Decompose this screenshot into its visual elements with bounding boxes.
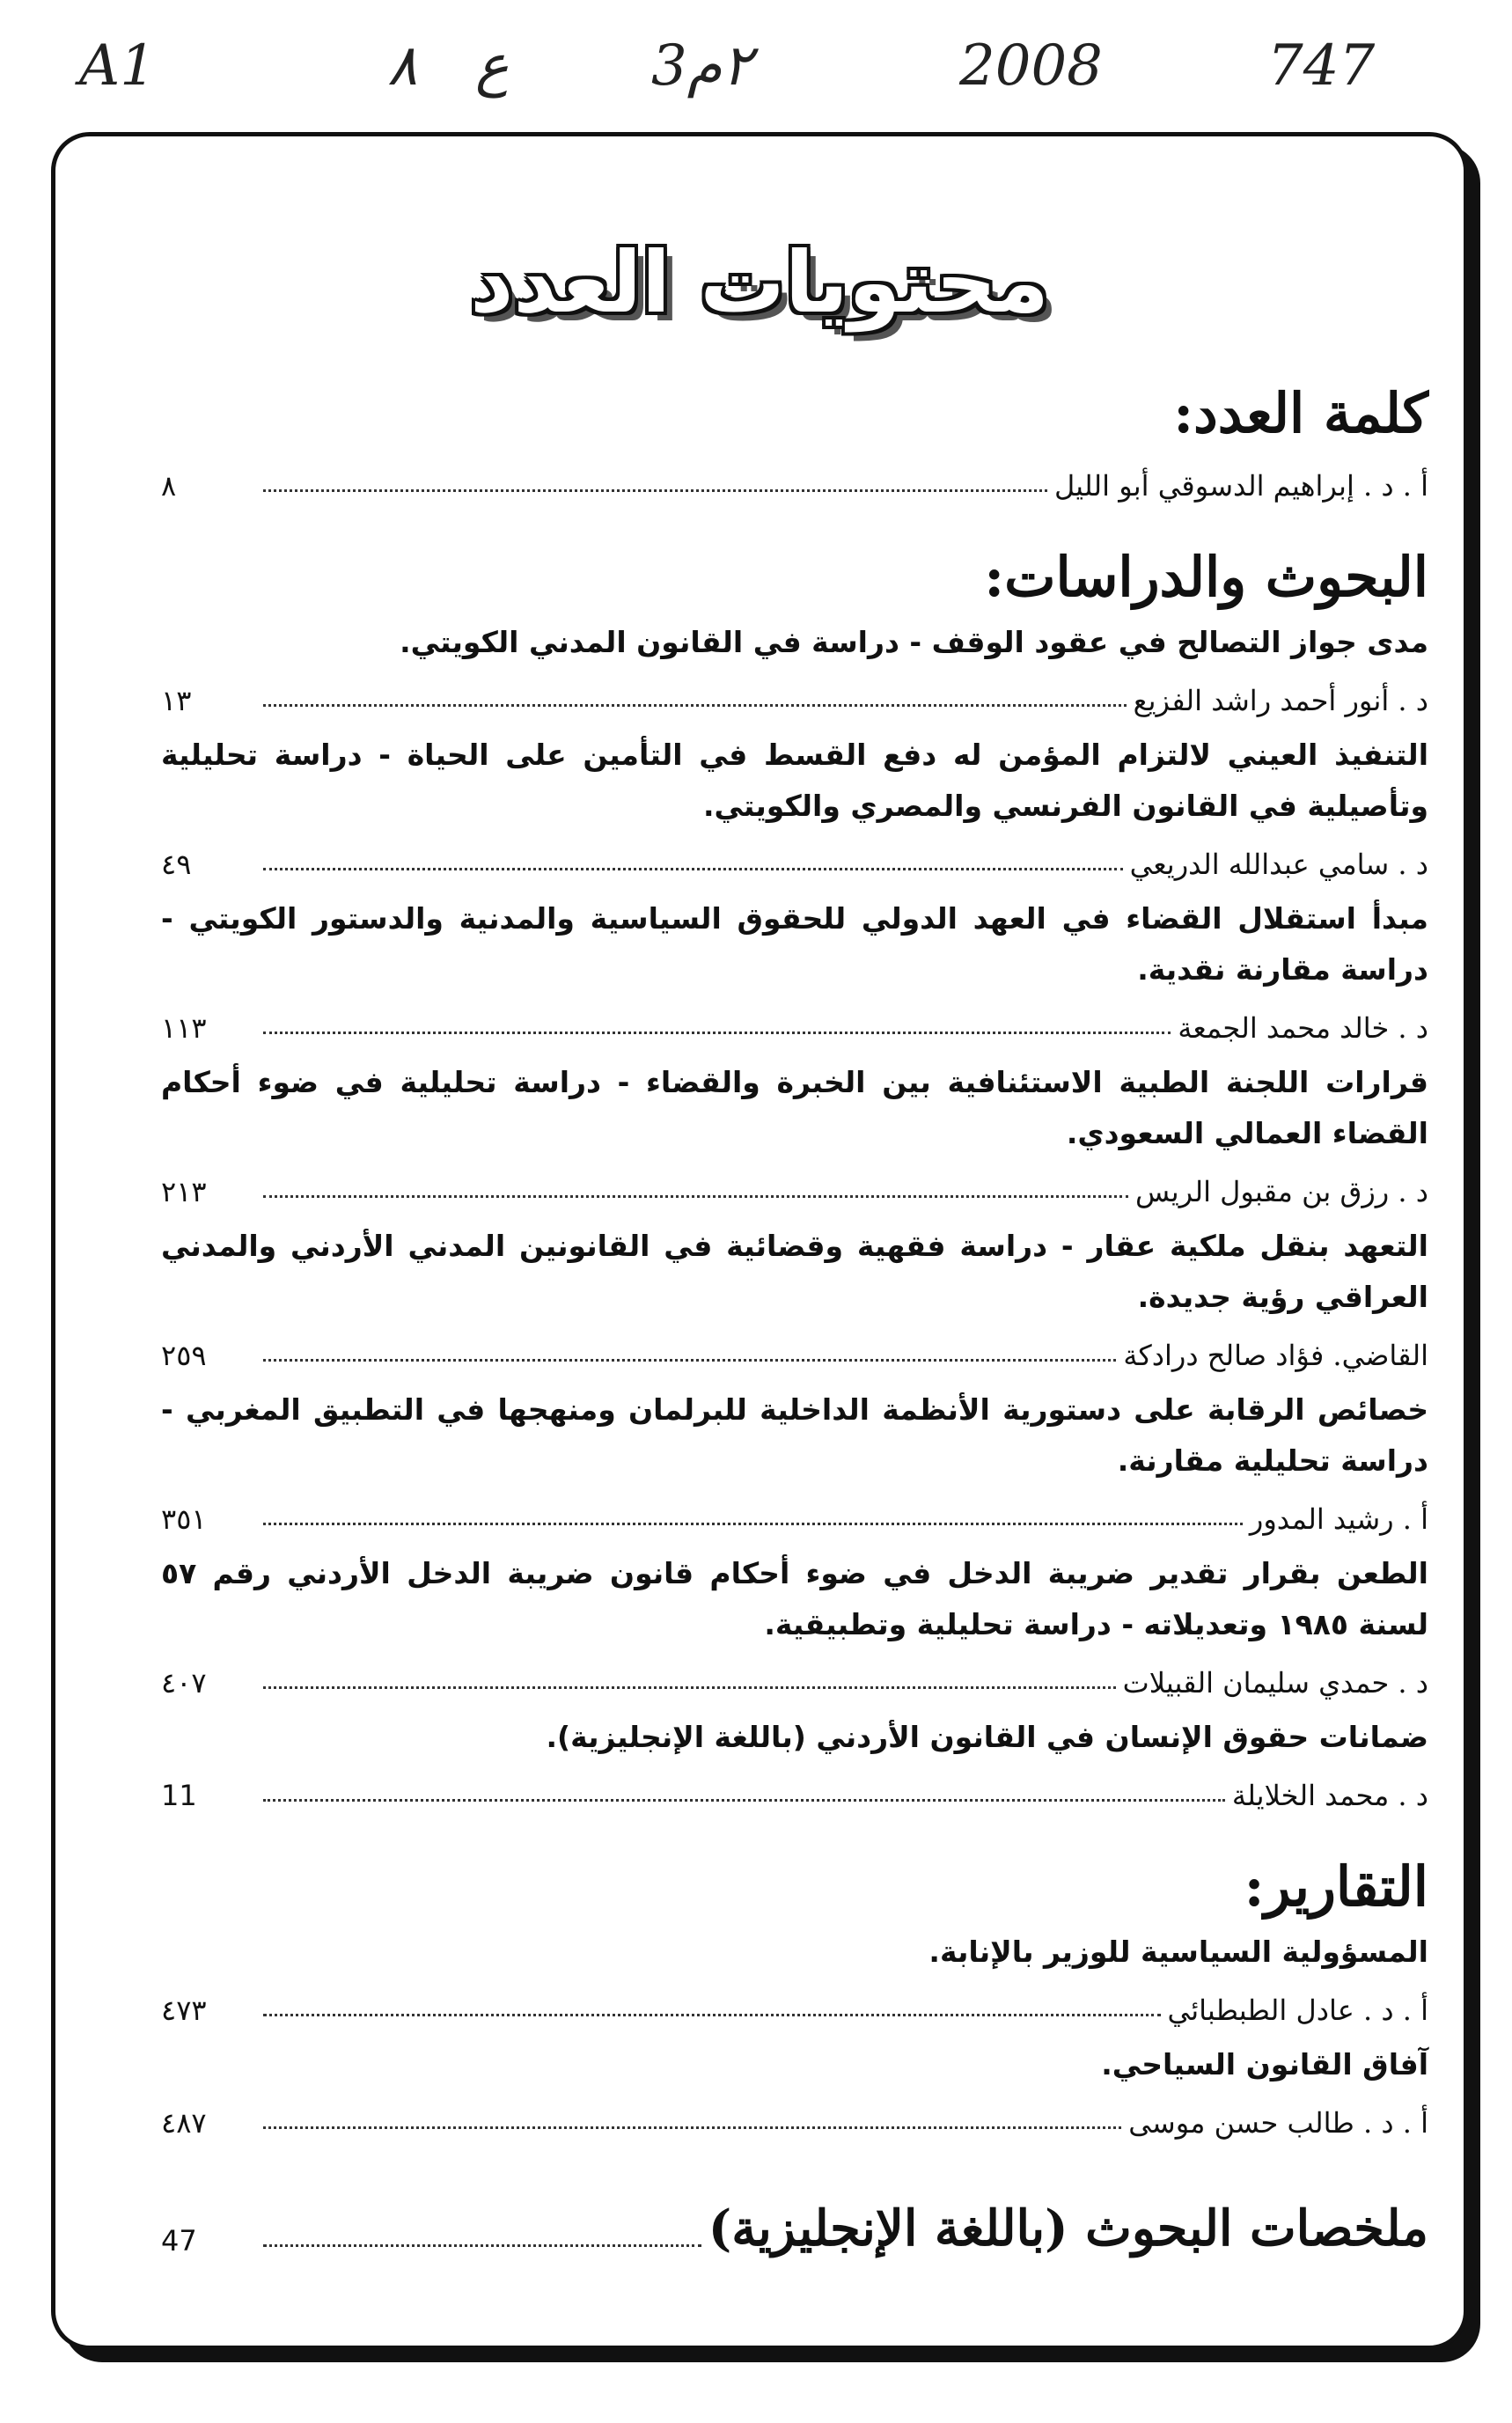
entry-author: د . أنور أحمد راشد الفزيع	[1133, 684, 1428, 717]
page-number: ٢١٣	[161, 1175, 207, 1208]
page-number: ٤٧٣	[161, 1993, 207, 2027]
dot-leader	[263, 1799, 1225, 1802]
entry-title: مدى جواز التصالح في عقود الوقف - دراسة في القانون المدني الكويتي.	[400, 625, 1428, 659]
entry-title: خصائص الرقابة على دستورية الأنظمة الداخلية للبرلمان ومنهجها في التطبيق المغربي - دراسة تحليلية مقارنة.	[161, 1392, 1428, 1478]
handnote-year: 2008	[959, 33, 1103, 99]
research-entry[interactable]	[161, 893, 1428, 1045]
reports-heading: التقارير:	[1244, 1854, 1428, 1919]
research-entry[interactable]	[161, 617, 1428, 717]
entry-author: د . محمد الخلايلة	[1231, 1779, 1428, 1812]
research-entry[interactable]	[161, 1548, 1428, 1700]
page-number: 11	[161, 1779, 197, 1812]
handnote-mid1: ٨	[387, 33, 418, 99]
entry-author: أ . د . طالب حسن موسى	[1128, 2106, 1428, 2140]
research-heading: البحوث والدراسات:	[984, 545, 1428, 609]
research-entry[interactable]	[161, 1712, 1428, 1812]
page-number: ١١٣	[161, 1011, 207, 1045]
dot-leader	[263, 489, 1047, 492]
research-entry[interactable]	[161, 1384, 1428, 1536]
handnote-mid2: ع	[475, 33, 510, 99]
dot-leader	[263, 1195, 1128, 1198]
page-number: ٤٨٧	[161, 2106, 207, 2140]
handwritten-annotations	[0, 16, 1512, 121]
entry-author: د . حمدي سليمان القبيلات	[1122, 1666, 1428, 1700]
entry-author: د . سامي عبدالله الدريعي	[1129, 848, 1428, 881]
page-number: ٤٩	[161, 848, 192, 881]
editorial-heading: كلمة العدد:	[1173, 381, 1428, 445]
entry-title: مبدأ استقلال القضاء في العهد الدولي للحقوق السياسية والمدنية والدستور الكويتي - دراسة مقارنة نقدية.	[161, 901, 1428, 987]
dot-leader	[263, 1523, 1243, 1525]
entry-title: ضمانات حقوق الإنسان في القانون الأردني (باللغة الإنجليزية).	[546, 1720, 1428, 1754]
entry-title: آفاق القانون السياحي.	[1101, 2047, 1428, 2082]
page-title: محتويات العدد	[470, 233, 1049, 332]
entry-title: المسؤولية السياسية للوزير بالإنابة.	[928, 1935, 1428, 1969]
dot-leader	[263, 2014, 1161, 2016]
handnote-left: A1	[79, 33, 156, 99]
entry-author: القاضي. فؤاد صالح درادكة	[1123, 1339, 1428, 1372]
entry-title: قرارات اللجنة الطبية الاستئنافية بين الخبرة والقضاء - دراسة تحليلية في ضوء أحكام القضاء العمالي السعودي.	[161, 1065, 1428, 1150]
dot-leader	[263, 2126, 1121, 2129]
report-entry[interactable]	[161, 2039, 1428, 2140]
supplement-entry[interactable]	[161, 2161, 1428, 2258]
dot-leader	[263, 2244, 701, 2247]
dot-leader	[263, 868, 1123, 870]
research-entry[interactable]	[161, 1221, 1428, 1372]
handnote-mid3: 3٢م	[651, 33, 752, 99]
entry-author: أ . د . عادل الطبطبائي	[1167, 1993, 1428, 2027]
page-number: ٢٥٩	[161, 1339, 207, 1372]
research-entry[interactable]	[161, 1057, 1428, 1208]
page-number: ١٣	[161, 684, 192, 717]
handnote-right: 747	[1267, 33, 1376, 99]
page-number: 47	[161, 2224, 197, 2258]
contents-frame	[51, 132, 1468, 2350]
contents-body	[161, 374, 1428, 2258]
page-number: ٤٠٧	[161, 1666, 207, 1700]
report-entry[interactable]	[161, 1927, 1428, 2027]
entry-author: أ . رشيد المدور	[1249, 1502, 1428, 1536]
editorial-entry[interactable]	[161, 453, 1428, 503]
entry-title: الطعن بقرار تقدير ضريبة الدخل في ضوء أحكام قانون ضريبة الدخل الأردني رقم ٥٧ لسنة ١٩٨٥ وتعديلاته - دراسة تحليلية وتطبيقية.	[161, 1556, 1428, 1641]
page-number: ٨	[161, 469, 177, 503]
research-entry[interactable]	[161, 730, 1428, 881]
dot-leader	[263, 1032, 1171, 1034]
entry-title: التعهد بنقل ملكية عقار - دراسة فقهية وقضائية في القانونين المدني الأردني والمدني العراقي رؤية جديدة.	[161, 1229, 1428, 1314]
page-number: ٣٥١	[161, 1502, 207, 1536]
dot-leader	[263, 704, 1127, 707]
dot-leader	[263, 1359, 1116, 1362]
supplement-title: ملخصات البحوث (باللغة الإنجليزية)	[708, 2199, 1428, 2258]
dot-leader	[263, 1686, 1116, 1689]
entry-author: د . رزق بن مقبول الريس	[1134, 1175, 1428, 1208]
entry-title: التنفيذ العيني لالتزام المؤمن له دفع القسط في التأمين على الحياة - دراسة تحليلية وتأصيلية في القانون الفرنسي والمصري والكويتي.	[161, 738, 1428, 823]
entry-author: د . خالد محمد الجمعة	[1178, 1011, 1428, 1045]
editorial-author: أ . د . إبراهيم الدسوقي أبو الليل	[1053, 469, 1428, 503]
